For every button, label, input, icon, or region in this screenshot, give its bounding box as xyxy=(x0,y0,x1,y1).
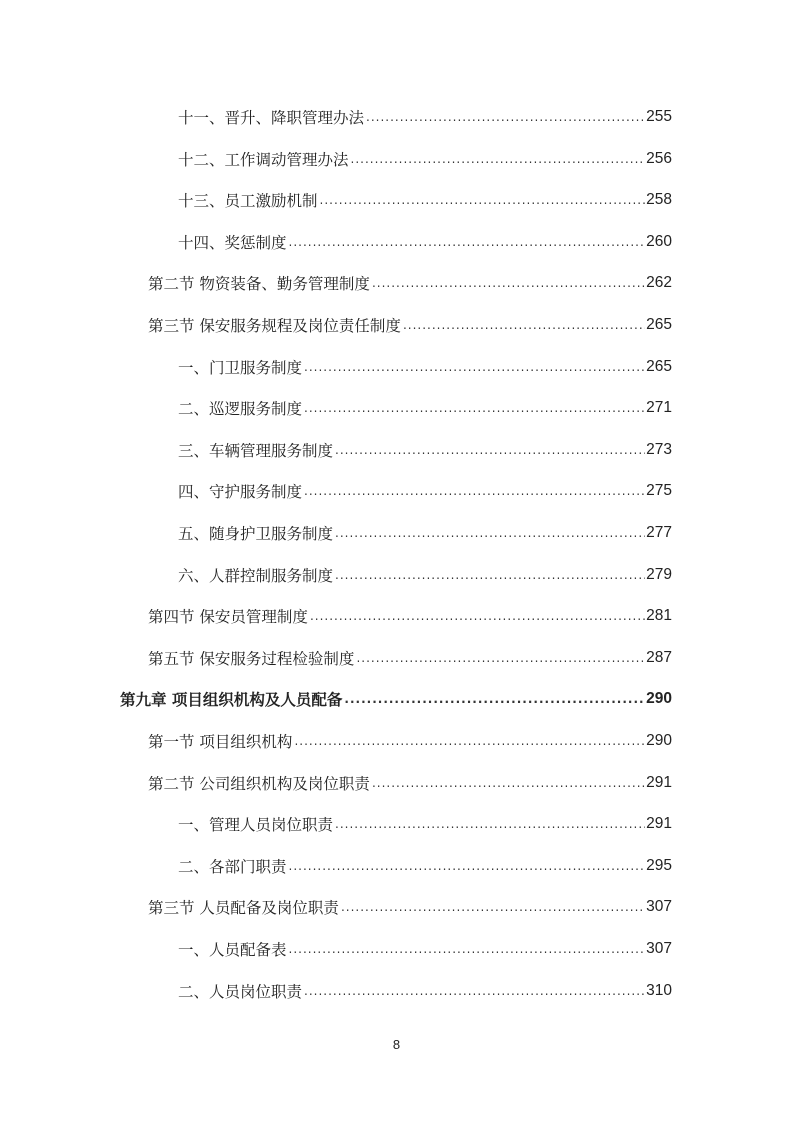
toc-section-entry[interactable] xyxy=(148,605,672,627)
dot-leader xyxy=(310,609,645,627)
dot-leader xyxy=(304,484,645,502)
toc-entry-page: 273 xyxy=(646,440,672,458)
page-number: 8 xyxy=(392,1037,401,1052)
toc-subsection-entry[interactable] xyxy=(178,148,672,170)
dot-leader xyxy=(335,817,645,835)
dot-leader xyxy=(304,984,645,1002)
toc-entry-page: 275 xyxy=(646,482,672,500)
dot-leader xyxy=(351,152,646,170)
toc-subsection-entry[interactable] xyxy=(178,439,672,461)
toc-entry-page: 258 xyxy=(646,191,672,209)
toc-entry-title: 六、人群控制服务制度 xyxy=(178,566,334,585)
toc-entry-page: 265 xyxy=(646,316,672,333)
toc-section-entry[interactable] xyxy=(148,896,672,918)
toc-entry-title: 第四节 保安员管理制度 xyxy=(148,608,308,627)
toc-entry-title: 四、守护服务制度 xyxy=(178,483,303,502)
toc-entry-page: 265 xyxy=(646,357,672,375)
toc-subsection-entry[interactable] xyxy=(178,356,672,378)
toc-subsection-entry[interactable] xyxy=(178,522,672,544)
toc-entry-title: 五、随身护卫服务制度 xyxy=(178,525,334,543)
toc-entry-page: 290 xyxy=(646,732,672,749)
dot-leader xyxy=(372,276,645,294)
toc-subsection-entry[interactable] xyxy=(178,938,672,960)
toc-subsection-entry[interactable] xyxy=(178,564,672,586)
toc-entry-title: 十一、晋升、降职管理办法 xyxy=(178,109,365,127)
toc-entry-title: 十二、工作调动管理办法 xyxy=(178,150,349,169)
toc-entry-page: 291 xyxy=(646,773,672,791)
toc-entry-title: 十三、员工激励机制 xyxy=(178,192,318,211)
toc-section-entry[interactable] xyxy=(148,314,672,336)
toc-entry-page: 310 xyxy=(646,981,672,999)
dot-leader xyxy=(289,859,646,877)
toc-entry-page: 290 xyxy=(646,690,672,708)
toc-section-entry[interactable] xyxy=(148,272,672,294)
toc-entry-title: 第二节 物资装备、勤务管理制度 xyxy=(148,275,370,294)
toc-entry-page: 277 xyxy=(646,524,672,541)
toc-entry-page: 271 xyxy=(646,399,672,417)
toc-subsection-entry[interactable] xyxy=(178,855,672,877)
toc-entry-page: 255 xyxy=(646,108,672,125)
toc-subsection-entry[interactable] xyxy=(178,231,672,253)
dot-leader xyxy=(294,734,645,752)
toc-entry-page: 291 xyxy=(646,815,672,833)
dot-leader xyxy=(372,776,645,794)
toc-entry-title: 第三节 人员配备及岗位职责 xyxy=(148,899,339,918)
toc-entry-page: 279 xyxy=(646,565,672,583)
dot-leader xyxy=(289,235,646,253)
toc-entry-page: 307 xyxy=(646,940,672,957)
toc-entry-page: 287 xyxy=(646,648,672,666)
dot-leader xyxy=(304,401,645,419)
dot-leader xyxy=(289,942,646,960)
toc-entry-title: 二、各部门职责 xyxy=(178,857,287,876)
toc-entry-page: 262 xyxy=(646,274,672,292)
toc-entry-title: 十四、奖惩制度 xyxy=(178,233,287,252)
toc-entry-page: 260 xyxy=(646,232,672,250)
toc-entry-title: 第五节 保安服务过程检验制度 xyxy=(148,649,355,668)
toc-section-entry[interactable] xyxy=(148,772,672,794)
toc-entry-page: 256 xyxy=(646,149,672,167)
toc-entry-title: 第一节 项目组织机构 xyxy=(148,733,293,751)
toc-subsection-entry[interactable] xyxy=(178,813,672,835)
toc-section-entry[interactable] xyxy=(148,730,672,752)
toc-entry-title: 一、门卫服务制度 xyxy=(178,358,303,377)
toc-subsection-entry[interactable] xyxy=(178,189,672,211)
dot-leader xyxy=(304,360,645,378)
dot-leader xyxy=(335,443,645,461)
dot-leader xyxy=(344,692,645,710)
dot-leader xyxy=(341,900,645,918)
toc-subsection-entry[interactable] xyxy=(178,480,672,502)
toc-section-entry[interactable] xyxy=(148,647,672,669)
toc-entry-title: 三、车辆管理服务制度 xyxy=(178,441,334,460)
toc-entry-title: 一、管理人员岗位职责 xyxy=(178,816,334,835)
dot-leader xyxy=(356,651,645,669)
toc-entry-page: 281 xyxy=(646,607,672,625)
toc-entry-page: 295 xyxy=(646,856,672,874)
toc-chapter-entry[interactable] xyxy=(120,688,672,710)
dot-leader xyxy=(366,110,645,128)
dot-leader xyxy=(335,568,645,586)
toc-entry-title: 第二节 公司组织机构及岗位职责 xyxy=(148,774,370,793)
toc-subsection-entry[interactable] xyxy=(178,980,672,1002)
toc-entry-page: 307 xyxy=(646,898,672,916)
toc-entry-title: 一、人员配备表 xyxy=(178,941,287,959)
toc-entry-title: 二、人员岗位职责 xyxy=(178,982,303,1001)
dot-leader xyxy=(335,526,645,544)
toc-subsection-entry[interactable] xyxy=(178,106,672,128)
dot-leader xyxy=(320,193,646,211)
toc-entry-title: 第九章 项目组织机构及人员配备 xyxy=(120,691,343,710)
dot-leader xyxy=(403,318,645,336)
toc-subsection-entry[interactable] xyxy=(178,397,672,419)
toc-entry-title: 第三节 保安服务规程及岗位责任制度 xyxy=(148,317,401,335)
toc-entry-title: 二、巡逻服务制度 xyxy=(178,400,303,419)
